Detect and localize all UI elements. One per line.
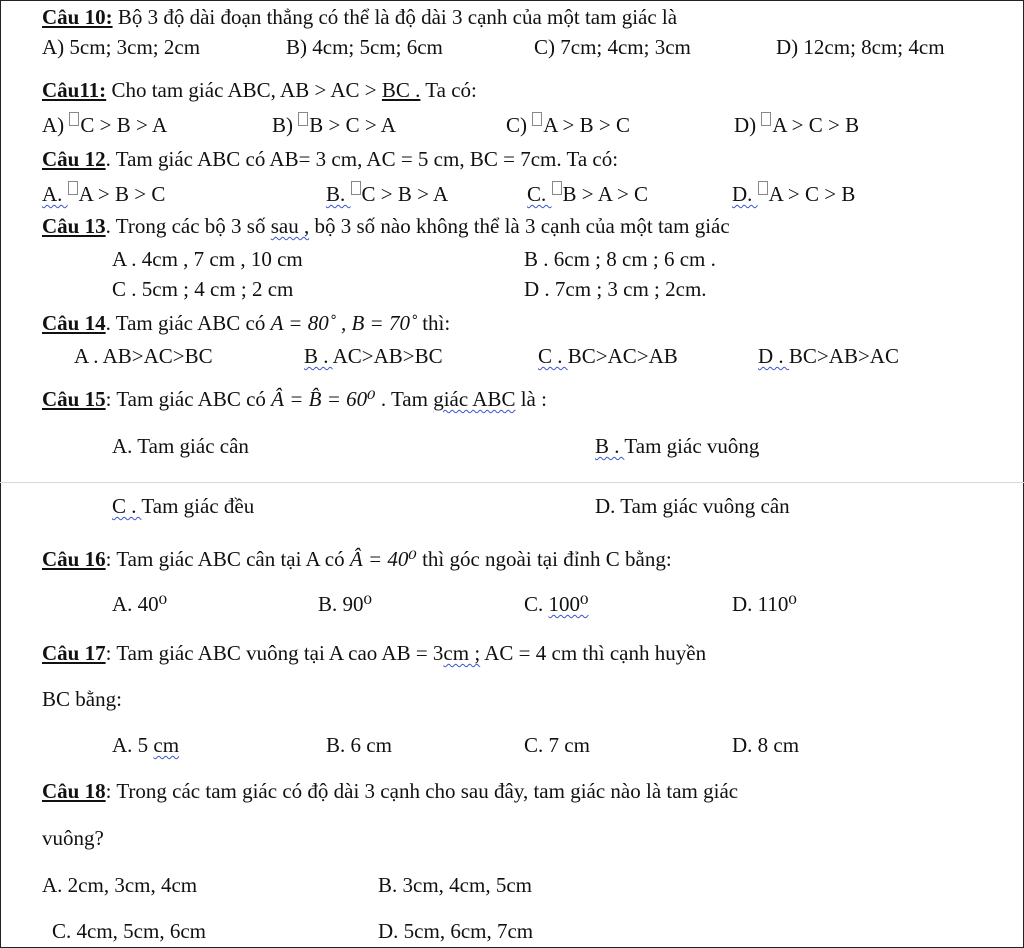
q15-number: Câu 15 — [42, 387, 106, 411]
q11-option-c — [506, 112, 630, 138]
q10-option-c: C) 7cm; 4cm; 3cm — [534, 35, 691, 59]
q16-text: : Tam giác ABC cân tại A có — [105, 547, 350, 571]
placeholder-box-icon — [758, 181, 768, 195]
q14-stem — [42, 310, 450, 336]
q15-text: : Tam giác ABC có — [105, 387, 272, 411]
q15-b-value: Tam giác vuông — [624, 434, 760, 458]
q14-option-a: A . AB>AC>BC — [74, 344, 213, 368]
q16-stem — [42, 546, 672, 572]
placeholder-box-icon — [552, 181, 562, 195]
q11-option-a — [42, 112, 167, 138]
q14-option-c — [538, 343, 678, 369]
q12-a-label: A. — [42, 182, 68, 206]
q17-option-c: C. 7 cm — [524, 733, 590, 757]
q17-option-b: B. 6 cm — [326, 733, 392, 757]
q16-option-c — [524, 591, 588, 617]
q17-option-a — [112, 732, 179, 758]
q13-option-b: B . 6cm ; 8 cm ; 6 cm . — [524, 247, 716, 271]
q11-c-value: A > B > C — [543, 113, 630, 137]
q16-c-label: C. — [524, 592, 549, 616]
q15-tail3: là : — [515, 387, 547, 411]
q12-stem — [42, 146, 618, 172]
q14-c-label: C . — [538, 344, 568, 368]
q18-stem — [42, 778, 738, 804]
q14-option-b — [304, 343, 443, 369]
q10-option-b: B) 4cm; 5cm; 6cm — [286, 35, 443, 59]
q14-option-d — [758, 343, 899, 369]
q11-b-value: B > C > A — [309, 113, 396, 137]
q13-sau: sau , — [270, 214, 310, 238]
q12-b-value: C > B > A — [361, 182, 449, 206]
q17-cm: cm ; — [443, 641, 481, 665]
q13-option-a: A . 4cm , 7 cm , 10 cm — [112, 247, 303, 271]
q15-tail2: giác ABC — [433, 387, 516, 411]
q18-option-c: C. 4cm, 5cm, 6cm — [52, 919, 206, 943]
q12-option-c — [527, 181, 648, 207]
q14-number: Câu 14 — [42, 311, 106, 335]
q15-condition: Â = B̂ = 60⁰ — [271, 387, 376, 411]
q12-d-label: D. — [732, 182, 758, 206]
q14-d-value: BC>AB>AC — [788, 344, 899, 368]
placeholder-box-icon — [68, 181, 78, 195]
q10-stem — [42, 4, 677, 30]
q15-c-value: Tam giác đều — [141, 494, 255, 518]
q18-option-d: D. 5cm, 6cm, 7cm — [378, 919, 534, 943]
q16-condition: Â = 40⁰ — [349, 547, 417, 571]
placeholder-box-icon — [351, 181, 361, 195]
q12-a-value: A > B > C — [78, 182, 166, 206]
q18-option-b: B. 3cm, 4cm, 5cm — [378, 873, 532, 897]
q12-number: Câu 12 — [42, 147, 106, 171]
q17-a-value: cm — [153, 733, 180, 757]
q16-option-b: B. 90⁰ — [318, 592, 372, 616]
q11-a-value: C > B > A — [80, 113, 168, 137]
q12-c-label: C. — [527, 182, 552, 206]
q17-option-d: D. 8 cm — [732, 733, 800, 757]
q11-a-label: A) — [42, 113, 65, 137]
placeholder-box-icon — [69, 112, 79, 126]
q14-c-value: BC>AC>AB — [567, 344, 678, 368]
q12-b-label: B. — [326, 182, 351, 206]
placeholder-box-icon — [761, 112, 771, 126]
q17-text: : Tam giác ABC vuông tại A cao AB = 3 — [105, 641, 444, 665]
q13-option-d: D . 7cm ; 3 cm ; 2cm. — [524, 277, 707, 301]
q15-tail: . Tam — [375, 387, 434, 411]
q12-text: . Tam giác ABC có AB= 3 cm, AC = 5 cm, BC = 7cm. Ta có: — [105, 147, 619, 171]
q10-option-d: D) 12cm; 8cm; 4cm — [776, 35, 945, 59]
q11-b-label: B) — [272, 113, 293, 137]
q17-text2: AC = 4 cm thì cạnh huyền — [480, 641, 707, 665]
q11-c-label: C) — [506, 113, 527, 137]
q17-stem — [42, 640, 706, 666]
q14-b-value: AC>AB>BC — [332, 344, 443, 368]
q10-option-a: A) 5cm; 3cm; 2cm — [42, 35, 201, 59]
q15-option-a: A. Tam giác cân — [112, 434, 249, 458]
q16-number: Câu 16 — [42, 547, 106, 571]
q17-number: Câu 17 — [42, 641, 106, 665]
q13-number: Câu 13 — [42, 214, 106, 238]
q15-option-b — [595, 433, 759, 459]
q15-b-label: B . — [595, 434, 625, 458]
q12-d-value: A > C > B — [768, 182, 856, 206]
q10-number: Câu 10: — [42, 5, 113, 29]
q18-text: : Trong các tam giác có độ dài 3 cạnh cho sau đây, tam giác nào là tam giác — [105, 779, 739, 803]
q16-tail: thì góc ngoài tại đỉnh C bằng: — [416, 547, 672, 571]
q17-a-label: A. 5 — [112, 733, 154, 757]
q15-stem — [42, 386, 547, 412]
q11-tail: Ta có: — [425, 78, 477, 102]
q12-c-value: B > A > C — [562, 182, 649, 206]
q13-text2: bộ 3 số nào không thể là 3 cạnh của một tam giác — [309, 214, 730, 238]
q10-text: Bộ 3 độ dài đoạn thẳng có thể là độ dài 3 cạnh của một tam giác là — [117, 5, 678, 29]
section-divider — [0, 482, 1024, 483]
q12-option-d — [732, 181, 855, 207]
placeholder-box-icon — [532, 112, 542, 126]
q15-c-label: C . — [112, 494, 142, 518]
q18-option-a: A. 2cm, 3cm, 4cm — [42, 873, 198, 897]
q14-d-label: D . — [758, 344, 789, 368]
q18-stem-line2: vuông? — [42, 826, 104, 850]
q11-stem — [42, 77, 477, 103]
q16-c-value: 100⁰ — [548, 592, 589, 616]
q12-option-a — [42, 181, 165, 207]
q11-option-b — [272, 112, 396, 138]
q15-option-c — [112, 493, 254, 519]
q11-option-d — [734, 112, 859, 138]
q14-text: . Tam giác ABC có — [105, 311, 271, 335]
q12-option-b — [326, 181, 448, 207]
q18-number: Câu 18 — [42, 779, 106, 803]
q14-condition: A = 80˚ , B = 70˚ — [270, 311, 417, 335]
q11-d-value: A > C > B — [772, 113, 860, 137]
q13-text: . Trong các bộ 3 số — [105, 214, 271, 238]
q11-text: Cho tam giác ABC, AB > AC > — [111, 78, 382, 102]
q13-option-c: C . 5cm ; 4 cm ; 2 cm — [112, 277, 294, 301]
q11-d-label: D) — [734, 113, 757, 137]
q14-b-label: B . — [304, 344, 333, 368]
q13-stem — [42, 213, 730, 239]
q14-tail: thì: — [416, 311, 451, 335]
q11-number: Câu11: — [42, 78, 107, 102]
q15-option-d: D. Tam giác vuông cân — [595, 494, 790, 518]
q17-stem-line2: BC bằng: — [42, 687, 122, 711]
q11-bc: BC . — [381, 78, 421, 102]
q16-option-d: D. 110⁰ — [732, 592, 797, 616]
q16-option-a: A. 40⁰ — [112, 592, 168, 616]
placeholder-box-icon — [298, 112, 308, 126]
